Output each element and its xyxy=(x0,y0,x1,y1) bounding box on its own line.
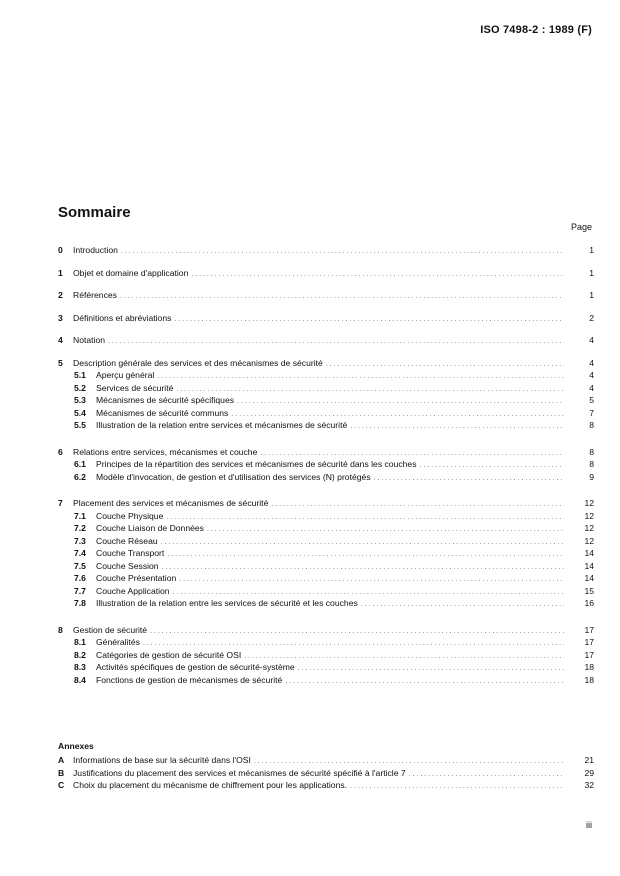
entry-page: 14 xyxy=(584,548,594,558)
dot-leader xyxy=(409,771,564,778)
toc-entry-annex-B[interactable] xyxy=(58,768,594,781)
annexes-list xyxy=(58,755,594,793)
entry-page: 5 xyxy=(589,395,594,405)
entry-label: Placement des services et mécanismes de sécurité xyxy=(73,498,269,508)
toc-entry-4[interactable] xyxy=(58,334,594,347)
toc-entry-7.2[interactable] xyxy=(58,522,594,535)
toc-entry-8.4[interactable] xyxy=(58,674,594,687)
entry-page: 4 xyxy=(589,335,594,345)
entry-number: 5.5 xyxy=(74,420,86,430)
toc-section-5 xyxy=(58,357,594,432)
toc-entry-5[interactable] xyxy=(58,357,594,370)
toc-section-2 xyxy=(58,289,594,302)
entry-page: 4 xyxy=(589,357,594,368)
toc-entry-3[interactable] xyxy=(58,312,594,325)
toc-section-3 xyxy=(58,312,594,325)
entry-number: 8 xyxy=(58,624,63,635)
entry-number: 6 xyxy=(58,446,63,457)
dot-leader xyxy=(420,460,564,472)
toc-section-0 xyxy=(58,244,594,257)
entry-number: 3 xyxy=(58,312,63,323)
toc-entry-0[interactable] xyxy=(58,244,594,257)
dot-leader xyxy=(167,549,564,561)
entry-number: 6.1 xyxy=(74,459,86,469)
entry-page: 12 xyxy=(584,498,594,508)
entry-number: 5.1 xyxy=(74,370,86,380)
toc-entry-6.1[interactable] xyxy=(58,458,594,471)
entry-page: 12 xyxy=(584,535,594,546)
entry-number: 7.7 xyxy=(74,585,86,596)
annexes-title: Annexes xyxy=(58,741,94,751)
toc-entry-annex-C[interactable] xyxy=(58,780,594,793)
entry-page: 18 xyxy=(584,674,594,685)
entry-label: Couche Application xyxy=(96,585,170,596)
toc-entry-7.3[interactable] xyxy=(58,535,594,548)
entry-label: Description générale des services et des mécanismes de sécurité xyxy=(73,357,323,368)
toc-entry-8[interactable] xyxy=(58,624,594,637)
entry-page: 29 xyxy=(584,767,594,778)
dot-leader xyxy=(350,783,564,790)
entry-page: 4 xyxy=(589,370,594,380)
entry-number: 8.3 xyxy=(74,662,86,672)
entry-number: 8.4 xyxy=(74,674,86,685)
entry-page: 14 xyxy=(584,560,594,571)
entry-label: Couche Réseau xyxy=(96,535,158,546)
entry-label: Principes de la répartition des services et mécanismes de sécurité dans les couches xyxy=(96,459,417,469)
entry-page: 4 xyxy=(589,382,594,393)
toc-section-1 xyxy=(58,267,594,280)
page-column-label: Page xyxy=(570,222,592,232)
entry-label: Couche Présentation xyxy=(96,573,177,583)
entry-number: A xyxy=(58,755,65,765)
entry-label: Catégories de gestion de sécurité OSI xyxy=(96,649,242,660)
toc-entry-annex-A[interactable] xyxy=(58,755,594,768)
dot-leader xyxy=(162,562,564,574)
entry-label: Couche Session xyxy=(96,560,159,571)
entry-number: 7.1 xyxy=(74,510,86,521)
toc-entry-7.8[interactable] xyxy=(58,597,594,610)
entry-label: Introduction xyxy=(73,245,118,255)
entry-page: 16 xyxy=(584,598,594,608)
dot-leader xyxy=(150,626,564,638)
toc-entry-8.2[interactable] xyxy=(58,649,594,662)
dot-leader xyxy=(157,371,564,383)
entry-page: 2 xyxy=(589,312,594,323)
dot-leader xyxy=(121,246,564,258)
dot-leader xyxy=(161,537,564,549)
entry-label: Choix du placement du mécanisme de chiffrement pour les applications. xyxy=(73,780,348,790)
toc-entry-6[interactable] xyxy=(58,446,594,459)
toc-entry-7.1[interactable] xyxy=(58,510,594,523)
toc-entry-2[interactable] xyxy=(58,289,594,302)
dot-leader xyxy=(108,336,564,348)
entry-label: Activités spécifiques de gestion de sécurité-système xyxy=(96,662,295,672)
entry-number: 8.1 xyxy=(74,637,86,647)
entry-number: 2 xyxy=(58,290,63,300)
entry-label: Aperçu général xyxy=(96,370,155,380)
dot-leader xyxy=(350,421,564,433)
dot-leader xyxy=(174,314,564,326)
entry-label: Services de sécurité xyxy=(96,382,174,393)
entry-label: Couche Transport xyxy=(96,548,165,558)
toc-section-8 xyxy=(58,624,594,687)
toc-entry-5.3[interactable] xyxy=(58,394,594,407)
entry-page: 1 xyxy=(589,290,594,300)
entry-page: 14 xyxy=(584,573,594,583)
entry-number: 7.2 xyxy=(74,523,86,533)
entry-number: 5.3 xyxy=(74,395,86,405)
entry-page: 1 xyxy=(589,267,594,278)
entry-label: Couche Physique xyxy=(96,510,164,521)
entry-number: B xyxy=(58,767,65,778)
entry-label: Illustration de la relation entre les services de sécurité et les couches xyxy=(96,598,358,608)
toc-entry-7.5[interactable] xyxy=(58,560,594,573)
entry-page: 15 xyxy=(584,585,594,596)
entry-label: Couche Liaison de Données xyxy=(96,523,204,533)
toc-entry-7.4[interactable] xyxy=(58,547,594,560)
entry-label: Références xyxy=(73,290,117,300)
entry-page: 8 xyxy=(589,420,594,430)
toc-entry-6.2[interactable] xyxy=(58,471,594,484)
entry-page: 8 xyxy=(589,459,594,469)
dot-leader xyxy=(361,599,564,611)
entry-page: 18 xyxy=(584,662,594,672)
toc-entry-5.2[interactable] xyxy=(58,382,594,395)
entry-number: 7 xyxy=(58,498,63,508)
entry-number: 5.4 xyxy=(74,407,86,418)
toc-entry-5.5[interactable] xyxy=(58,419,594,432)
entry-number: 7.3 xyxy=(74,535,86,546)
dot-leader xyxy=(191,269,564,281)
entry-page: 32 xyxy=(584,780,594,790)
entry-page: 7 xyxy=(589,407,594,418)
dot-leader xyxy=(120,291,564,303)
entry-label: Généralités xyxy=(96,637,140,647)
entry-page: 1 xyxy=(589,245,594,255)
entry-label: Définitions et abréviations xyxy=(73,312,172,323)
entry-number: 6.2 xyxy=(74,471,86,482)
toc-entry-5.1[interactable] xyxy=(58,369,594,382)
entry-page: 9 xyxy=(589,471,594,482)
toc-section-4 xyxy=(58,334,594,347)
entry-number: 5.2 xyxy=(74,382,86,393)
toc-entry-7.6[interactable] xyxy=(58,572,594,585)
entry-label: Illustration de la relation entre services et mécanismes de sécurité xyxy=(96,420,348,430)
entry-label: Objet et domaine d'application xyxy=(73,267,189,278)
entry-number: 4 xyxy=(58,335,63,345)
entry-label: Gestion de sécurité xyxy=(73,624,148,635)
entry-label: Relations entre services, mécanismes et couche xyxy=(73,446,258,457)
entry-label: Informations de base sur la sécurité dans l'OSI xyxy=(73,755,251,765)
entry-page: 8 xyxy=(589,446,594,457)
entry-number: 0 xyxy=(58,245,63,255)
entry-label: Fonctions de gestion de mécanismes de sécurité xyxy=(96,674,283,685)
table-of-contents xyxy=(58,244,594,700)
dot-leader xyxy=(166,512,564,524)
toc-section-6 xyxy=(58,446,594,484)
dot-leader xyxy=(237,396,564,408)
entry-page: 17 xyxy=(584,649,594,660)
toc-entry-1[interactable] xyxy=(58,267,594,280)
toc-title: Sommaire xyxy=(58,204,131,221)
dot-leader xyxy=(374,473,564,485)
dot-leader xyxy=(285,676,564,688)
entry-number: 7.4 xyxy=(74,548,86,558)
toc-section-7 xyxy=(58,497,594,610)
entry-label: Mécanismes de sécurité spécifiques xyxy=(96,395,235,405)
dot-leader xyxy=(254,758,564,765)
entry-page: 12 xyxy=(584,510,594,521)
page-number: iii xyxy=(586,820,592,830)
entry-label: Mécanismes de sécurité communs xyxy=(96,407,229,418)
dot-leader xyxy=(179,574,564,586)
toc-entry-8.1[interactable] xyxy=(58,636,594,649)
entry-number: C xyxy=(58,780,65,790)
dot-leader xyxy=(298,663,564,675)
dot-leader xyxy=(326,359,564,371)
toc-entry-7[interactable] xyxy=(58,497,594,510)
entry-label: Justifications du placement des services et mécanismes de sécurité spécifié à l'article 7 xyxy=(73,767,406,778)
entry-number: 1 xyxy=(58,267,63,278)
toc-entry-7.7[interactable] xyxy=(58,585,594,598)
document-standard-header: ISO 7498-2 : 1989 (F) xyxy=(480,24,592,36)
dot-leader xyxy=(207,524,564,536)
entry-page: 17 xyxy=(584,637,594,647)
entry-page: 12 xyxy=(584,523,594,533)
entry-label: Modèle d'invocation, de gestion et d'utilisation des services (N) protégés xyxy=(96,471,371,482)
entry-label: Notation xyxy=(73,335,106,345)
entry-page: 17 xyxy=(584,624,594,635)
toc-entry-8.3[interactable] xyxy=(58,661,594,674)
dot-leader xyxy=(271,499,564,511)
entry-number: 7.8 xyxy=(74,598,86,608)
entry-number: 7.6 xyxy=(74,573,86,583)
entry-number: 8.2 xyxy=(74,649,86,660)
entry-number: 5 xyxy=(58,357,63,368)
entry-page: 21 xyxy=(584,755,594,765)
entry-number: 7.5 xyxy=(74,560,86,571)
toc-entry-5.4[interactable] xyxy=(58,407,594,420)
